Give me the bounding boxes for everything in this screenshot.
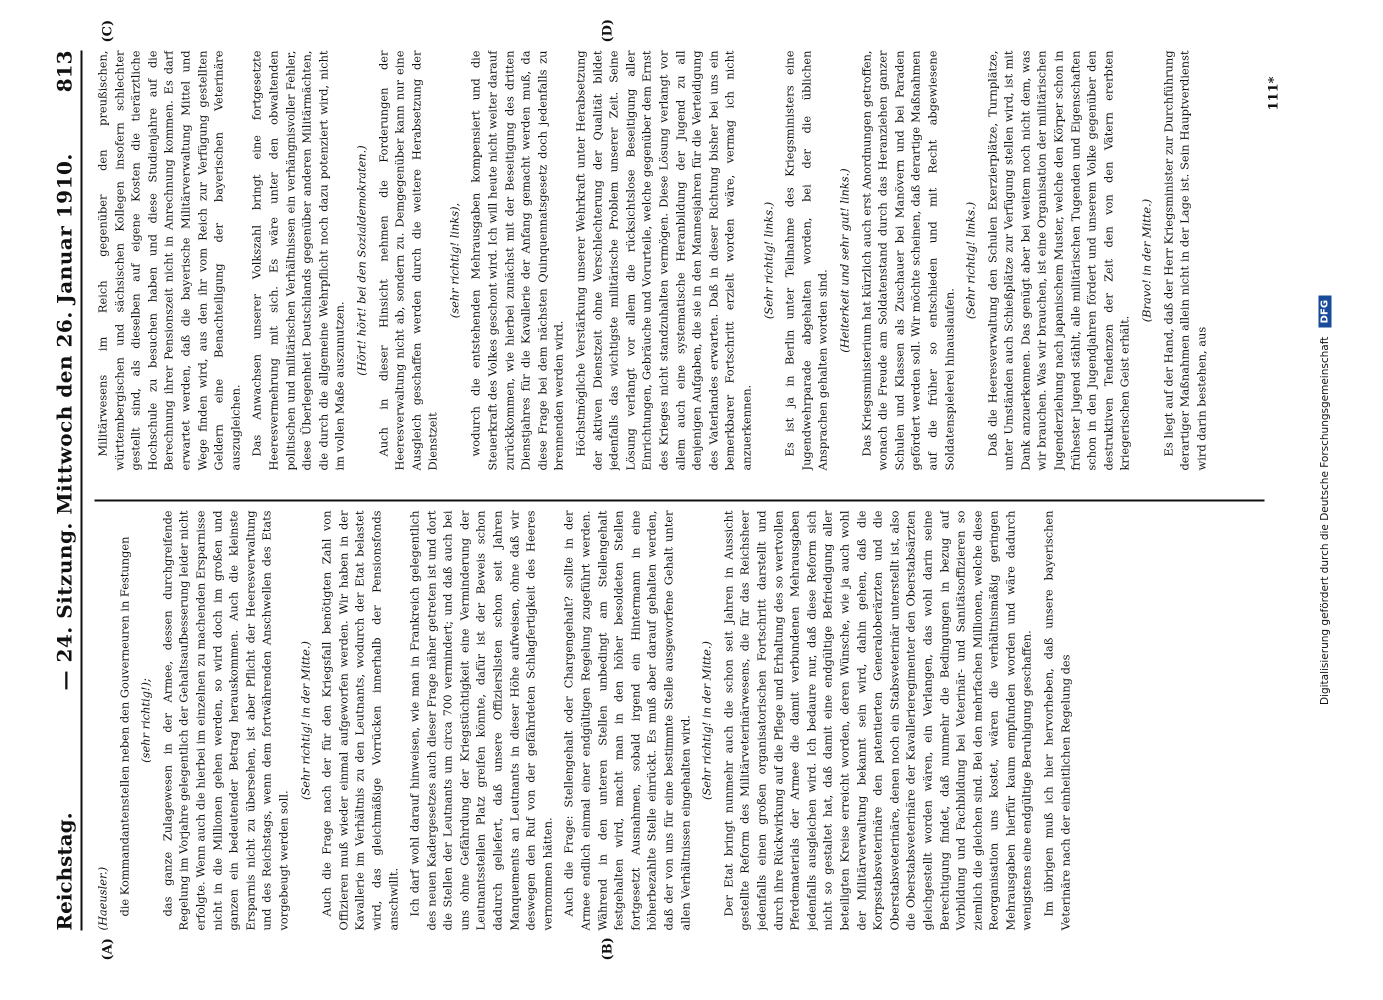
paragraph: Ich darf wohl darauf hinweisen, wie man in Frankreich gelegentlich des neuen Kadergesetzes auch dieser Frage näher getreten ist und dort die Stellen der Leutnants um circa 700 vermindert; und daß auch bei uns ohne Gefährdung der Kriegstüchtigkeit eine Verminderung der Leutnantsstellen Platz greifen könnte, dafür ist der Beweis schon dadurch geliefert, daß unsere Offizierslisten schon seit Jahren Manquements an Leutnants in dieser Höhe aufweisen, ohne daß wir deswegen den Ruf von der gefährdeten Schlagfertigkeit des Heeres vernommen hätten. xyxy=(407,510,554,930)
paragraph: Militärwesens im Reich gegenüber den preußischen, württembergischen und sächsischen Kollegen insofern schlechter gestellt sind, als dieselben auf eigene Kosten die tierärztliche Hochschule zu besuchen haben und diese Studienjahre auf die Berechnung ihrer Pensionszeit nicht in Anrechnung kommen. Es darf erwartet werden, daß die bayerische Militärverwaltung Mittel und Wege finden wird, aus den ihr vom Reich zur Verfügung gestellten Geldern eine Benachteiligung der bayerischen Veterinäre auszugleichen. xyxy=(95,50,242,470)
paragraph: Der Etat bringt nunmehr auch die schon seit Jahren in Aussicht gestellte Reform des Militärveterinärwesens, die für das Reichsheer jedenfalls einen großen organisatorischen Fortschritt darstellt und durch ihre Rückwirkung auf die Pflege und Erhaltung des so wertvollen Pferdematerials der Armee die damit verbundenen Mehrausgaben jedenfalls ausgleichen wird. Ich bedaure nur, daß diese Reform sich nicht so gestaltet hat, daß damit eine endgültige Befriedigung aller beteiligten Kreise erreicht worden, deren Wünsche, wie ja auch wohl der Militärverwaltung bekannt sein wird, dahin gehen, daß die Korpsstabsveterinäre den patentierten Generaloberärzten und die Oberstabsveterinäre, denen noch ein Stabsveterinär unterstellt ist, also die Oberstabsveterinäre der Kavallerieregimenter den Oberstabsärzten gleichgestellt worden wären, ein Verlangen, das wohl darin seine Berechtigung findet, daß nunmehr die Bedingungen in bezug auf Vorbildung und Fachbildung bei Veterinär- und Sanitätsoffizieren so ziemlich die gleichen sind. Bei den mehrfachen Millionen, welche diese Reorganisation uns kostet, wären die verhältnismäßig geringen Mehrausgaben hierfür kaum empfunden worden und wäre dadurch wenigstens eine endgültige Beruhigung geschaffen. xyxy=(720,510,1034,930)
paragraph: Das Kriegsministerium hat kürzlich auch erst Anordnungen getroffen, wonach die Freude am Soldatenstand durch das Heranziehen ganzer Schulen und Klassen als Zuschauer bei Manövern und bei Paraden gefördert werden soll. Wir möchte scheinen, daß derartige Maßnahmen auf die früher so entschieden und mit Recht abgewiesene Soldatenspielerei hinauslaufen. xyxy=(858,50,956,470)
digitization-note xyxy=(1318,0,1342,1000)
paragraph: Das Anwachsen unserer Volkszahl bringt eine fortgesetzte Heeresvermehrung mit sich. Es wäre unter den obwaltenden politischen und militärischen Verhältnissen ein verhängnisvoller Fehler, diese Überlegenheit Deutschlands gegenüber anderen Militärmächten, die durch die allgemeine Wehrpflicht noch dazu potenziert wird, nicht im vollen Maße auszunutzen. xyxy=(249,50,347,470)
paragraph: Auch in dieser Hinsicht nehmen die Forderungen der Heeresverwaltung nicht ab, sondern zu. Demgegenüber kann nur eine Ausgleich geschaffen werden durch die weitere Herabsetzung der Dienstzeit xyxy=(375,50,440,470)
margin-marker-c: (C) xyxy=(100,19,115,42)
paragraph: das ganze Zulagewesen in der Armee, dessen durchgreifende Regelung im Vorjahre gelegentlich der Gehaltsaufbesserung leider nicht erfolgte. Wenn auch die hierbei im einzelnen zu machenden Ersparnisse nicht in die Millionen gehen werden, so wird doch im großen und ganzen ein bedeutender Betrag herauskommen. Auch die kleinste Ersparnis nicht zu übersehen, ist aber Pflicht der Heeresverwaltung und des Reichstags, wenn dem fortwährenden Anschwellen des Etats vorgebeugt werden soll. xyxy=(159,510,290,930)
page-number: 813 xyxy=(52,50,76,92)
signature-mark: 111* xyxy=(1266,76,1281,110)
running-header xyxy=(46,50,82,930)
interjection: (Hört! hört! bei den Sozialdemokraten.) xyxy=(353,144,368,376)
digitization-text: Digitalisierung gefördert durch die Deutsche Forschungsgemeinschaft xyxy=(1318,336,1331,705)
header-center: — 24. Sitzung. Mittwoch den 26. Januar 1910. xyxy=(52,152,76,690)
paragraph: Auch die Frage: Stellengehalt oder Chargengehalt? sollte in der Armee endlich einmal einer endgültigen Regelung zugeführt werden. Während in den unteren Stellen unbedingt am Stellengehalt festgehalten wird, macht man in den höher besoldeten Stellen fortgesetzt Ausnahmen, sobald irgend ein Hintermann in eine höherbezahlte Stelle einrückt. Es muß aber darauf gehalten werden, daß der von uns für eine bestimmte Stelle ausgeworfene Gehalt unter allen Verhältnissen eingehalten wird. xyxy=(561,510,692,930)
paragraph: die Kommandantenstellen neben den Gouverneuren in Festungen xyxy=(116,536,131,916)
margin-marker-d: (D) xyxy=(600,18,615,42)
paragraph: Im übrigen muß ich hier hervorheben, daß unsere bayerischen Veterinäre nach der einheitlichen Regelung des xyxy=(1041,510,1072,930)
column-divider xyxy=(94,499,1264,501)
left-column xyxy=(94,510,1264,930)
interjection: (sehr richtig!); xyxy=(138,677,153,763)
interjection: (Sehr richtig! in der Mitte.) xyxy=(297,640,312,800)
margin-marker-a: (A) xyxy=(100,937,115,960)
interjection: (Sehr richtig! links.) xyxy=(760,201,775,319)
header-left: Reichstag. xyxy=(52,811,76,930)
paragraph: Daß die Heeresverwaltung den Schulen Exerzierplätze, Turnplätze, unter Umständen auch Schießplätze zur Verfügung stellen wird, ist mit Dank anzuerkennen. Das genügt aber bei weitem noch nicht dem, was wir brauchen. Was wir brauchen, ist eine Organisation der militärischen Jugenderziehung nach japanischem Muster, welche den Körper schon in frühester Jugend stählt, alle militärischen Tugenden und Eigenschaften schon in den Jugendjahren fördert und unserem Volke gegenüber den destruktiven Tendenzen der Zeit den von den Vätern ererbten kriegerischen Geist erhält. xyxy=(984,50,1132,470)
paragraph: Es liegt auf der Hand, daß der Herr Kriegsminister zur Durchführung derartiger Maßnahmen allein nicht in der Lage ist. Sein Hauptverdienst wird darin bestehen, aus xyxy=(1160,50,1208,470)
interjection: (Bravo! in der Mitte.) xyxy=(1139,198,1154,322)
interjection: (Sehr richtig! links.) xyxy=(963,201,978,319)
paragraph: Auch die Frage nach der für den Kriegsfall benötigten Zahl von Offizieren muß wieder einmal aufgeworfen werden. Wir haben in der Kavallerie im Verhältnis zu den Leutnants, wodurch der Etat belastet wird, das gleichmäßige Vorrücken innerhalb der Pensionsfonds anschwillt. xyxy=(319,510,400,930)
margin-marker-b: (B) xyxy=(600,936,615,960)
right-column xyxy=(94,50,1264,470)
interjection: (Sehr richtig! in der Mitte.) xyxy=(699,640,714,800)
speaker-name: (Haeusler.) xyxy=(95,866,109,930)
paragraph: Höchstmögliche Verstärkung unserer Wehrkraft unter Herabsetzung der aktiven Dienstzeit ohne Verschlechterung der Qualität bildet jedenfalls das wichtigste militärische Problem unserer Zeit. Seine Lösung verlangt vor allem die rücksichtslose Beseitigung aller Einrichtungen, Gebräuche und Vorurteile, welche gegenüber dem Ernst des Krieges nicht standzuhalten vermögen. Diese Lösung verlangt vor allem auch eine systematische Heranbildung der Jugend zu all denjenigen Aufgaben, die sie in den Mannesjahren für die Verteidigung des Vaterlandes erwarten. Daß in dieser Richtung bisher bei uns ein bemerkbarer Fortschritt erzielt worden wäre, vermag ich nicht anzuerkennen. xyxy=(573,50,753,470)
interjection: (Heiterkeit und sehr gut! links.) xyxy=(836,167,851,353)
paragraph: wodurch die entstehenden Mehrausgaben kompensiert und die Steuerkraft des Volkes geschont wird. Ich will heute nicht weiter darauf zurückkommen, wie hierbei zunächst mit der Beseitigung des dritten Dienstjahres für die Kavallerie der Anfang gemacht werden muß, da diese Frage bei dem nächsten Quinquennatsgesetz doch jedenfalls zu brennenden werden wird. xyxy=(468,50,566,470)
interjection: (sehr richtig! links), xyxy=(446,202,461,318)
paragraph: Es ist ja in Berlin unter Teilnahme des Kriegsministers eine Jugendwehrparade abgehalten worden, bei der die üblichen Ansprachen gehalten worden sind. xyxy=(782,50,830,470)
dfg-logo: DFG xyxy=(1318,295,1331,326)
